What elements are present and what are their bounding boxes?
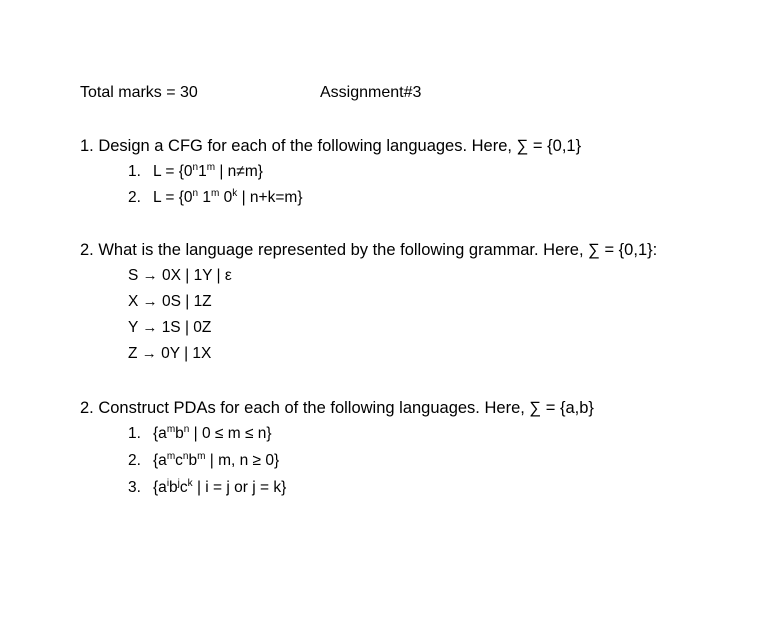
arrow-icon: → (142, 267, 158, 284)
question-3-item-2: 2. {$a^mc^nb^m$ | m, n ≥ 0} (128, 451, 280, 469)
total-marks: Total marks = 30 (80, 84, 198, 101)
question-3-item-3: 3. {$a^ib^jc^k$ | i = j or j = k} (128, 478, 287, 496)
grammar-rule-s: S → 0X | 1Y | ε (128, 267, 232, 284)
grammar-rule-x: X → 0S | 1Z (128, 293, 212, 310)
assignment-title: Assignment#3 (320, 84, 422, 101)
arrow-icon: → (141, 345, 157, 362)
question-1-text: 1. Design a CFG for each of the following languages. Here, ∑ = {0,1} (80, 137, 582, 155)
grammar-rule-y: Y → 1S | 0Z (128, 319, 212, 336)
question-3-item-1: 1. {$a^mb^n$ | 0 ≤ m ≤ n} (128, 424, 272, 442)
grammar-rule-z: Z → 0Y | 1X (128, 345, 212, 362)
question-3-text: 2. Construct PDAs for each of the following languages. Here, ∑ = {a,b} (80, 399, 594, 417)
arrow-icon: → (142, 293, 158, 310)
question-1-item-2: 2. $L = \{0^n$ 1$^m$ 0$^k$ | n+k=m} (128, 188, 303, 206)
question-1-item-1: 1. $L = \{0^n1^m$ | n≠m} (128, 162, 263, 180)
question-2-text: 2. What is the language represented by the following grammar. Here, ∑ = {0,1}: (80, 241, 658, 259)
arrow-icon: → (142, 319, 158, 336)
